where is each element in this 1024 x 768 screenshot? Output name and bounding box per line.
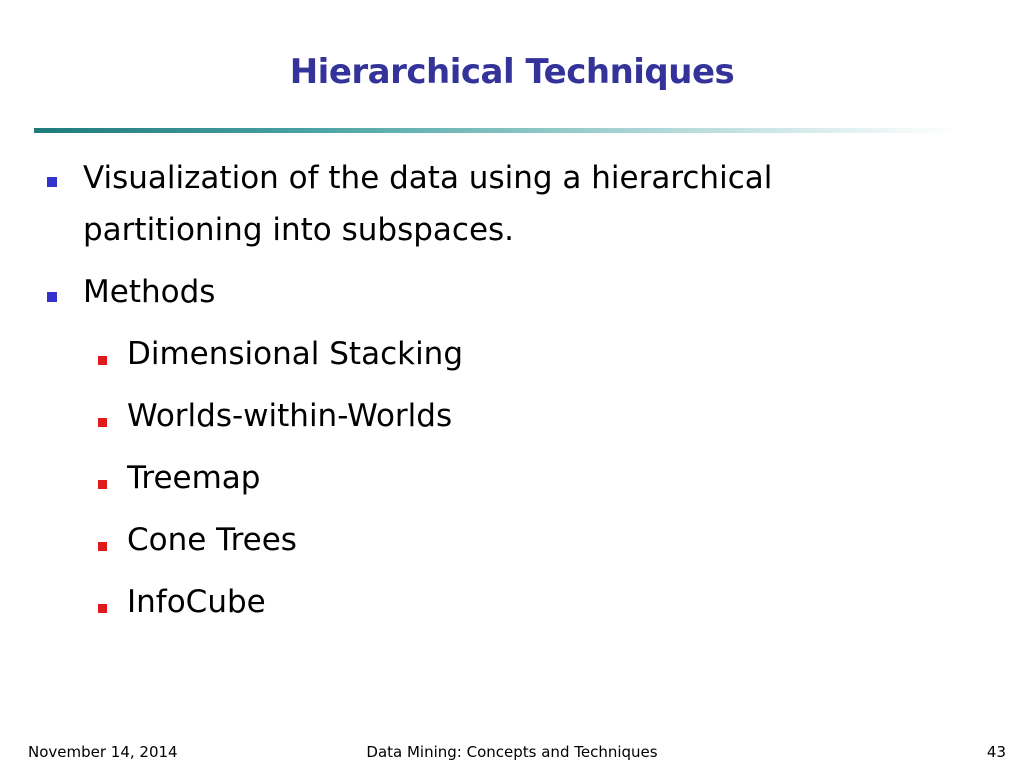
footer-date: November 14, 2014 bbox=[28, 743, 178, 761]
bullet-text-line: partitioning into subspaces. bbox=[83, 212, 515, 248]
method-item-dimensional-stacking: Dimensional Stacking bbox=[127, 336, 464, 372]
square-bullet-icon bbox=[98, 356, 107, 365]
square-bullet-icon bbox=[98, 418, 107, 427]
bullet-text-line: Methods bbox=[83, 274, 216, 310]
square-bullet-icon bbox=[47, 177, 57, 187]
slide-title: Hierarchical Techniques bbox=[289, 52, 735, 92]
method-item-cone-trees: Cone Trees bbox=[127, 522, 297, 558]
bullet-item-methods bbox=[83, 266, 883, 318]
square-bullet-icon bbox=[98, 542, 107, 551]
square-bullet-icon bbox=[98, 480, 107, 489]
footer-title: Data Mining: Concepts and Techniques bbox=[366, 743, 658, 761]
method-item-infocube: InfoCube bbox=[127, 584, 266, 620]
method-item-treemap: Treemap bbox=[127, 460, 261, 496]
method-item-worlds-within-worlds: Worlds-within-Worlds bbox=[127, 398, 453, 434]
square-bullet-icon bbox=[47, 292, 57, 302]
bullet-item-visualization bbox=[83, 152, 883, 256]
square-bullet-icon bbox=[98, 604, 107, 613]
footer-page-number: 43 bbox=[986, 743, 1006, 761]
bullet-text-line: Visualization of the data using a hierarchical bbox=[83, 160, 773, 196]
